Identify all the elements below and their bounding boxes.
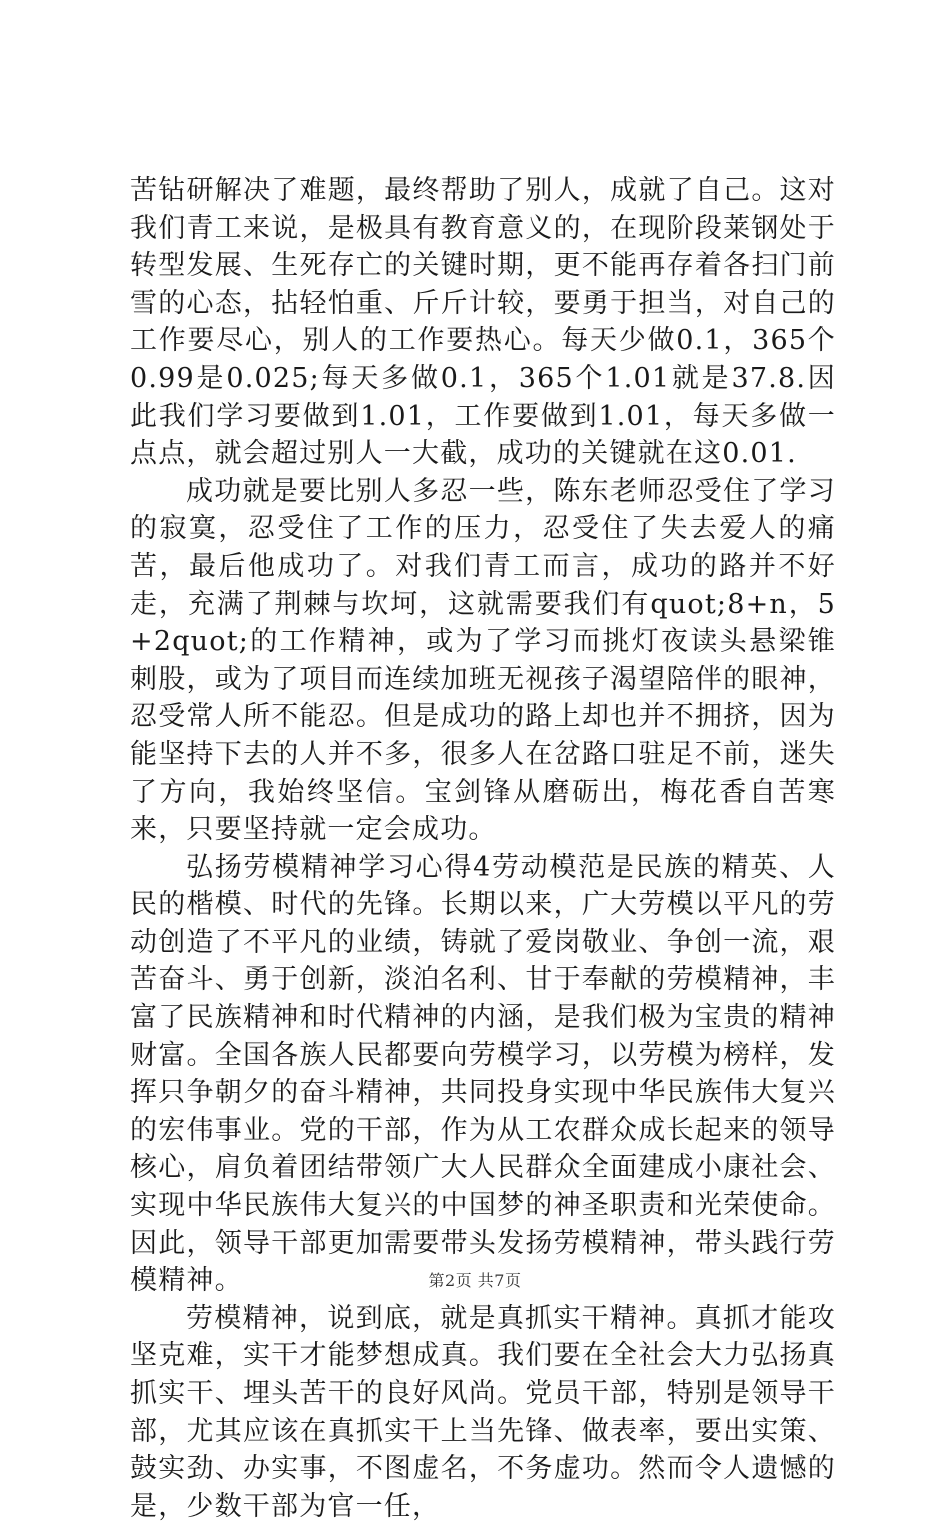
paragraph-model-worker-spirit: 弘扬劳模精神学习心得4劳动模范是民族的精英、人民的楷模、时代的先锋。长期以来，广大劳模以平凡的劳动创造了不平凡的业绩，铸就了爱岗敬业、争创一流，艰苦奋斗、勇于创新，淡泊名利、甘于奉献的劳模精神，丰富了民族精神和时代精神的内涵，是我们极为宝贵的精神财富。全国各族人民都要向劳模学习，以劳模为榜样，发挥只争朝夕的奋斗精神，共同投身实现中华民族伟大复兴的宏伟事业。党的干部，作为从工农群众成长起来的领导核心，肩负着团结带领广大人民群众全面建成小康社会、实现中华民族伟大复兴的中国梦的神圣职责和光荣使命。因此，领导干部更加需要带头发扬劳模精神，带头践行劳模精神。	[130, 851, 836, 1297]
paragraph-hard-work-spirit: 劳模精神，说到底，就是真抓实干精神。真抓才能攻坚克难，实干才能梦想成真。我们要在全社会大力弘扬真抓实干、埋头苦干的良好风尚。党员干部，特别是领导干部，尤其应该在真抓实干上当先锋、做表率，要出实策、鼓实劲、办实事，不图虚名，不务虚功。然而令人遗憾的是，少数干部为官一任，	[130, 1302, 836, 1522]
document-body	[130, 172, 836, 1525]
paragraph-continuation: 苦钻研解决了难题，最终帮助了别人，成就了自己。这对我们青工来说，是极具有教育意义的，在现阶段莱钢处于转型发展、生死存亡的关键时期，更不能再存着各扫门前雪的心态，拈轻怕重、斤斤计较，要勇于担当，对自己的工作要尽心，别人的工作要热心。每天少做0.1，365个0.99是0.025;每天多做0.1，365个1.01就是37.8.因此我们学习要做到1.01，工作要做到1.01，每天多做一点点，就会超过别人一大截，成功的关键就在这0.01.	[130, 175, 836, 470]
paragraph-success-endurance: 成功就是要比别人多忍一些，陈东老师忍受住了学习的寂寞，忍受住了工作的压力，忍受住了失去爱人的痛苦，最后他成功了。对我们青工而言，成功的路并不好走，充满了荆棘与坎坷，这就需要我们有quot;8+n，5+2quot;的工作精神，或为了学习而挑灯夜读头悬梁锥刺股，或为了项目而连续加班无视孩子渴望陪伴的眼神，忍受常人所不能忍。但是成功的路上却也并不拥挤，因为能坚持下去的人并不多，很多人在岔路口驻足不前，迷失了方向，我始终坚信。宝剑锋从磨砺出，梅花香自苦寒来，只要坚持就一定会成功。	[130, 475, 836, 846]
page-number-footer: 第2页 共7页	[428, 1271, 522, 1290]
